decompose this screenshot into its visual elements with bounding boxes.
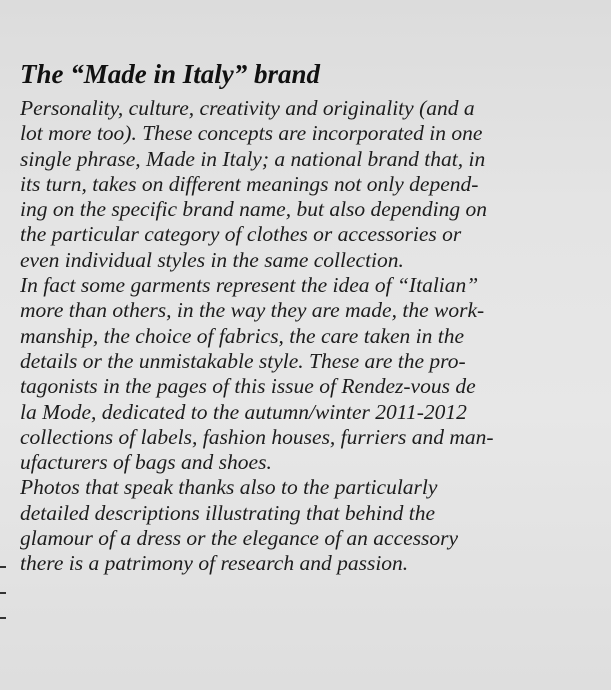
text-line: glamour of a dress or the elegance of an accessory: [20, 526, 459, 551]
edge-mark: [0, 592, 6, 594]
text-line: lot more too). These concepts are incorporated in one: [20, 121, 483, 146]
text-line: even individual styles in the same collection.: [20, 247, 404, 272]
text-line: the particular category of clothes or accessories or: [20, 222, 462, 247]
text-line: details or the unmistakable style. These are the pro-: [20, 348, 466, 373]
edge-mark: [0, 566, 6, 568]
text-line: manship, the choice of fabrics, the care taken in the: [20, 323, 465, 348]
paragraph-2: [20, 273, 610, 475]
paragraph-3: [20, 475, 610, 576]
text-line: tagonists in the pages of this issue of Rendez-vous de: [20, 374, 476, 399]
text-line: collections of labels, fashion houses, furriers and man-: [20, 424, 494, 449]
text-line: Photos that speak thanks also to the particularly: [20, 475, 438, 500]
text-line: its turn, takes on different meanings not only depend-: [20, 171, 479, 196]
article-body: [20, 96, 610, 577]
text-line: ufacturers of bags and shoes.: [20, 450, 272, 475]
text-line: detailed descriptions illustrating that behind the: [20, 500, 436, 525]
edge-mark: [0, 617, 6, 619]
page-edge-marks: [0, 0, 8, 690]
text-line: there is a patrimony of research and passion.: [20, 551, 409, 576]
text-line: Personality, culture, creativity and originality (and a: [20, 96, 475, 120]
text-line: single phrase, Made in Italy; a national brand that, in: [20, 146, 486, 171]
text-line: In fact some garments represent the idea of “Italian”: [20, 273, 479, 298]
article-title: The “Made in Italy” brand: [20, 59, 321, 89]
text-line: ing on the specific brand name, but also depending on: [20, 197, 487, 222]
paragraph-1: [20, 96, 610, 273]
text-line: la Mode, dedicated to the autumn/winter 2011-2012: [20, 399, 467, 424]
text-line: more than others, in the way they are made, the work-: [20, 298, 485, 323]
